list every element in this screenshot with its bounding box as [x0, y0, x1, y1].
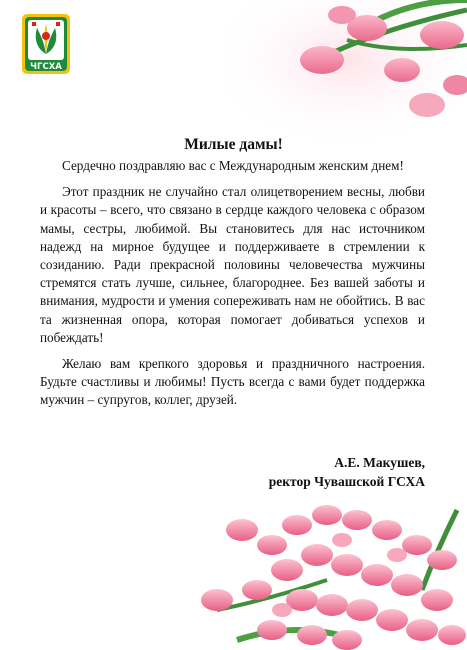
logo-text: ЧГСХА [30, 62, 62, 72]
paragraph-greeting: Сердечно поздравляю вас с Международным женским днем! [62, 158, 404, 173]
paragraph-wishes: Желаю вам крепкого здоровья и праздничного настроения. Будьте счастливы и любимы! Пусть всегда с вами будет поддержка мужчин – супругов, коллег, друзей. [40, 356, 425, 408]
university-logo [22, 14, 70, 74]
signature-block [269, 453, 425, 491]
tulips-bouquet-decoration [197, 490, 467, 650]
tulips-top-decoration [227, 0, 467, 150]
letter-body [40, 157, 425, 418]
paragraph-main: Этот праздник не случайно стал олицетворением весны, любви и красоты – всего, что связано в сердце каждого человека с образом мамы, сестры, любимой. Вы становитесь для нас источником надежд на мирное будущее и поддерживаете в стремлении к созиданию. Ради прекрасной половины человечества мужчины стремятся стать лучше, сильнее, благороднее. Без вашей заботы и внимания, мудрости и умения сопереживать нам не обойтись. В вас та жизненная опора, которая помогает добиваться успехов и побеждать! [40, 184, 425, 345]
letter-title: Милые дамы! [184, 136, 283, 154]
signature-position: ректор Чувашской ГСХА [268, 474, 425, 489]
signature-name: А.Е. Макушев, [334, 455, 425, 470]
